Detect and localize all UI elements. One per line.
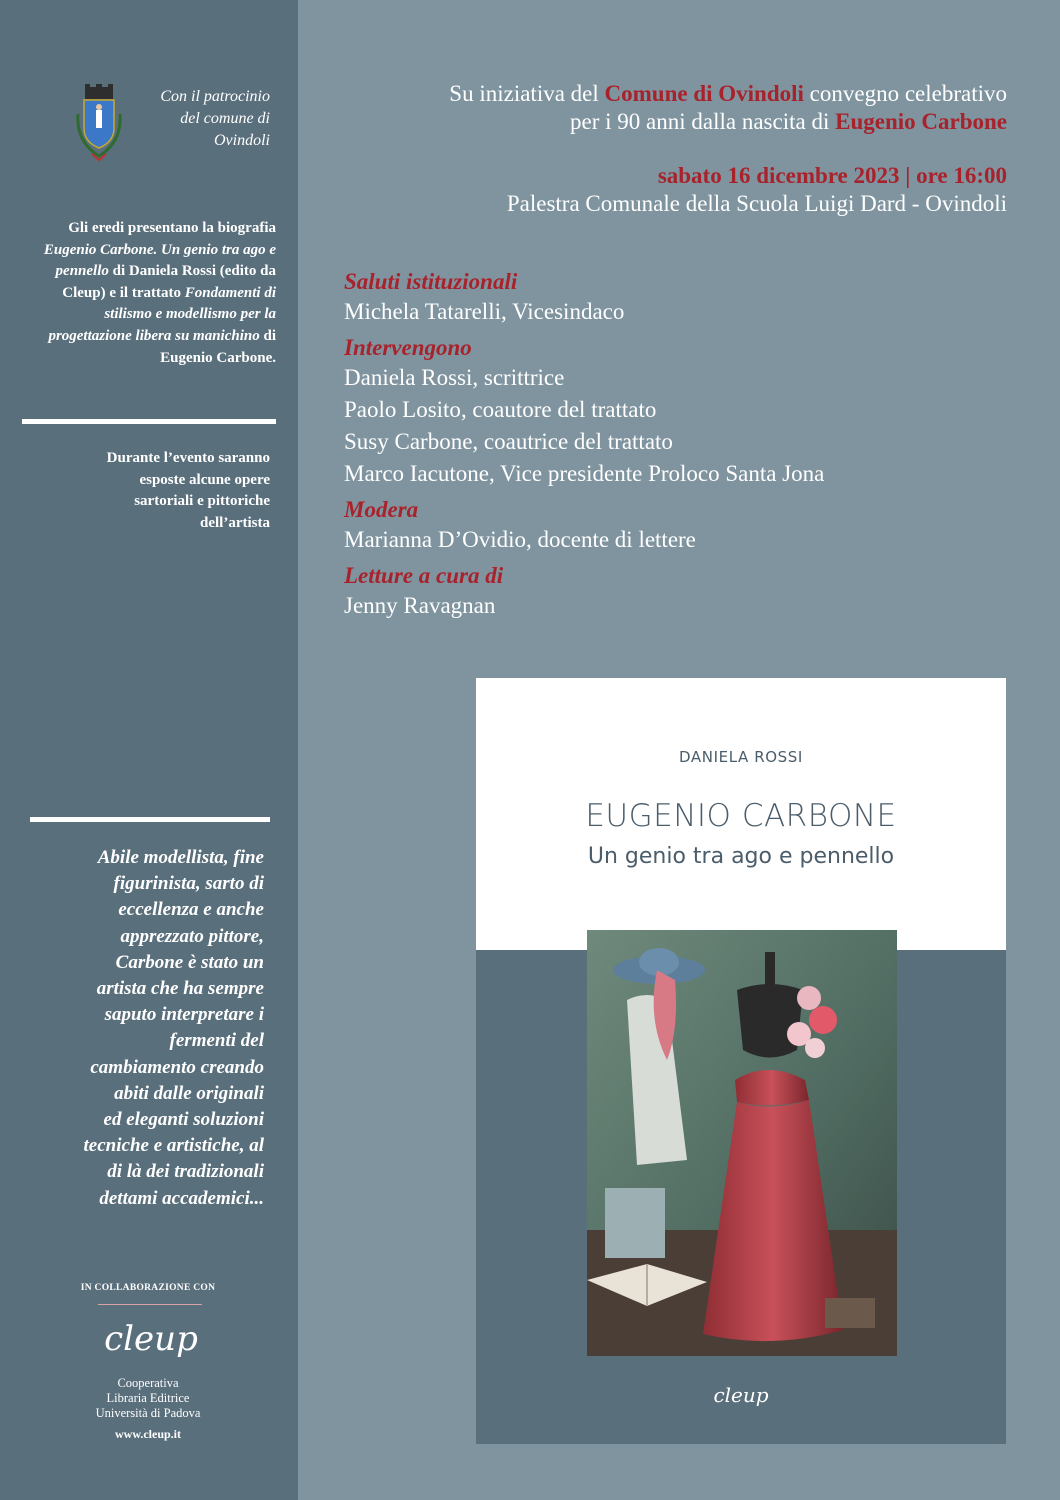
book-title: EUGENIO CARBONE: [585, 798, 897, 834]
collaboration-label: IN COLLABORAZIONE CON: [80, 1283, 216, 1293]
exhibit-note: Durante l’evento saranno esposte alcune opere sartoriali e pittoriche dell’artista: [106, 450, 270, 531]
program-entry: Marco Iacutone, Vice presidente Proloco Santa Jona: [344, 461, 825, 486]
bio-description: Gli eredi presentano la biografia Eugenio Carbone. Un genio tra ago e pennello di Daniela Rossi (edito da Cleup) e il trattato Fondamenti di stilismo e modellismo per la progettazione libera su manichino di Eugenio Carbone.: [43, 220, 276, 366]
program-entry: Marianna D’Ovidio, docente di lettere: [344, 527, 696, 552]
program-entry: Jenny Ravagnan: [344, 593, 496, 618]
cleup-logo-icon: [96, 1310, 206, 1376]
header-line-1: Su iniziativa del Comune di Ovindoli convegno celebrativo: [449, 81, 1007, 106]
patronage-text: [128, 86, 270, 152]
event-venue: Palestra Comunale della Scuola Luigi Dard - Ovindoli: [506, 191, 1007, 216]
event-date: sabato 16 dicembre 2023 | ore 16:00: [657, 163, 1007, 188]
coat-of-arms-icon: [72, 84, 126, 164]
book-subtitle: Un genio tra ago e pennello: [587, 844, 895, 869]
divider: [98, 1304, 202, 1305]
patronage-line: Ovindoli: [214, 132, 270, 149]
book-cover: [476, 678, 1006, 1444]
book-author: DANIELA ROSSI: [679, 748, 803, 766]
publisher-website[interactable]: www.cleup.it: [115, 1427, 181, 1441]
divider: [30, 817, 270, 822]
section-title: Modera: [344, 497, 419, 522]
svg-text:cleup: cleup: [104, 1319, 198, 1359]
program-entry: Daniela Rossi, scrittrice: [344, 365, 565, 390]
patronage-line: del comune di: [180, 110, 270, 127]
header-line-2: per i 90 anni dalla nascita di Eugenio Carbone: [570, 109, 1007, 134]
event-header: [307, 80, 1007, 136]
dress-painting-image: [587, 930, 897, 1356]
artist-quote: Abile modellista, fine figurinista, sarto di eccellenza e anche apprezzato pittore, Carbone è stato un artista che ha sempre saputo interpretare i fermenti del cambiamento creando abiti dalle originali ed eleganti soluzioni tecniche e artistiche, al di là dei tradizionali dettami accademici...: [83, 847, 264, 1209]
sidebar: [0, 0, 298, 1500]
cleup-logo-icon: [708, 1378, 774, 1418]
svg-text:cleup: cleup: [713, 1383, 769, 1407]
section-title: Intervengono: [344, 335, 472, 360]
section-title: Letture a cura di: [344, 563, 504, 588]
program-entry: Paolo Losito, coautore del trattato: [344, 397, 657, 422]
publisher-name: Cooperativa Libraria Editrice Università di Padova: [95, 1376, 201, 1420]
divider: [22, 419, 276, 424]
section-title: Saluti istituzionali: [344, 269, 518, 294]
patronage-line: Con il patrocinio: [160, 88, 270, 105]
program-entry: Susy Carbone, coautrice del trattato: [344, 429, 673, 454]
program: [344, 268, 1024, 622]
program-entry: Michela Tatarelli, Vicesindaco: [344, 299, 625, 324]
